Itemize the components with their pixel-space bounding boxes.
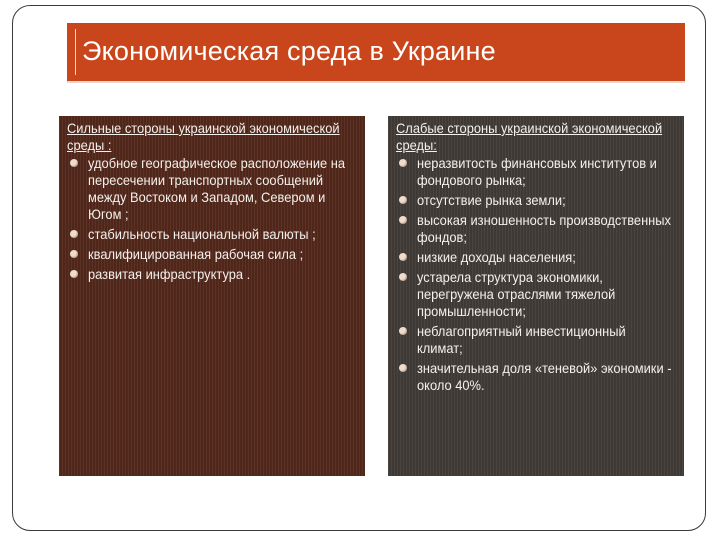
bullet-icon: [70, 159, 78, 167]
bullet-icon: [399, 364, 407, 372]
list-item-text: значительная доля «теневой» экономики - около 40%.: [417, 360, 672, 393]
list-item: [396, 192, 676, 209]
list-item-text: квалифицированная рабочая сила ;: [88, 246, 304, 262]
list-item-text: высокая изношенность производственных фондов;: [417, 212, 671, 245]
bullet-icon: [70, 250, 78, 258]
list-item: [67, 226, 357, 243]
list-item-text: устарела структура экономики, перегружена отраслями тяжелой промышленности;: [417, 269, 616, 319]
bullet-icon: [70, 230, 78, 238]
list-item: [67, 155, 357, 223]
list-item: [396, 269, 676, 320]
strengths-list: [67, 155, 357, 283]
weaknesses-list: [396, 155, 676, 394]
list-item-text: неблагоприятный инвестиционный климат;: [417, 323, 626, 356]
bullet-icon: [399, 216, 407, 224]
bullet-icon: [70, 270, 78, 278]
list-item: [396, 212, 676, 246]
strengths-panel: [59, 116, 365, 476]
list-item-text: удобное географическое расположение на пересечении транспортных сообщений между Востоком и Западом, Севером и Югом ;: [88, 155, 346, 222]
list-item: [396, 360, 676, 394]
list-item-text: низкие доходы населения;: [417, 249, 576, 265]
list-item: [396, 249, 676, 266]
bullet-icon: [399, 253, 407, 261]
weaknesses-panel: [388, 116, 684, 476]
list-item-text: неразвитость финансовых институтов и фондового рынка;: [417, 155, 657, 188]
list-item: [67, 266, 357, 283]
bullet-icon: [399, 196, 407, 204]
list-item-text: отсутствие рынка земли;: [417, 192, 566, 208]
list-item: [67, 246, 357, 263]
slide-title: Экономическая среда в Украине: [75, 29, 679, 75]
weaknesses-heading: Слабые стороны украинской экономической среды:: [396, 120, 663, 153]
title-bar: [67, 23, 685, 83]
list-item-text: стабильность национальной валюты ;: [88, 226, 316, 242]
list-item-text: развитая инфраструктура .: [88, 266, 251, 282]
list-item: [396, 155, 676, 189]
bullet-icon: [399, 159, 407, 167]
bullet-icon: [399, 327, 407, 335]
bullet-icon: [399, 273, 407, 281]
list-item: [396, 323, 676, 357]
strengths-heading: Сильные стороны украинской экономической среды :: [67, 120, 340, 153]
